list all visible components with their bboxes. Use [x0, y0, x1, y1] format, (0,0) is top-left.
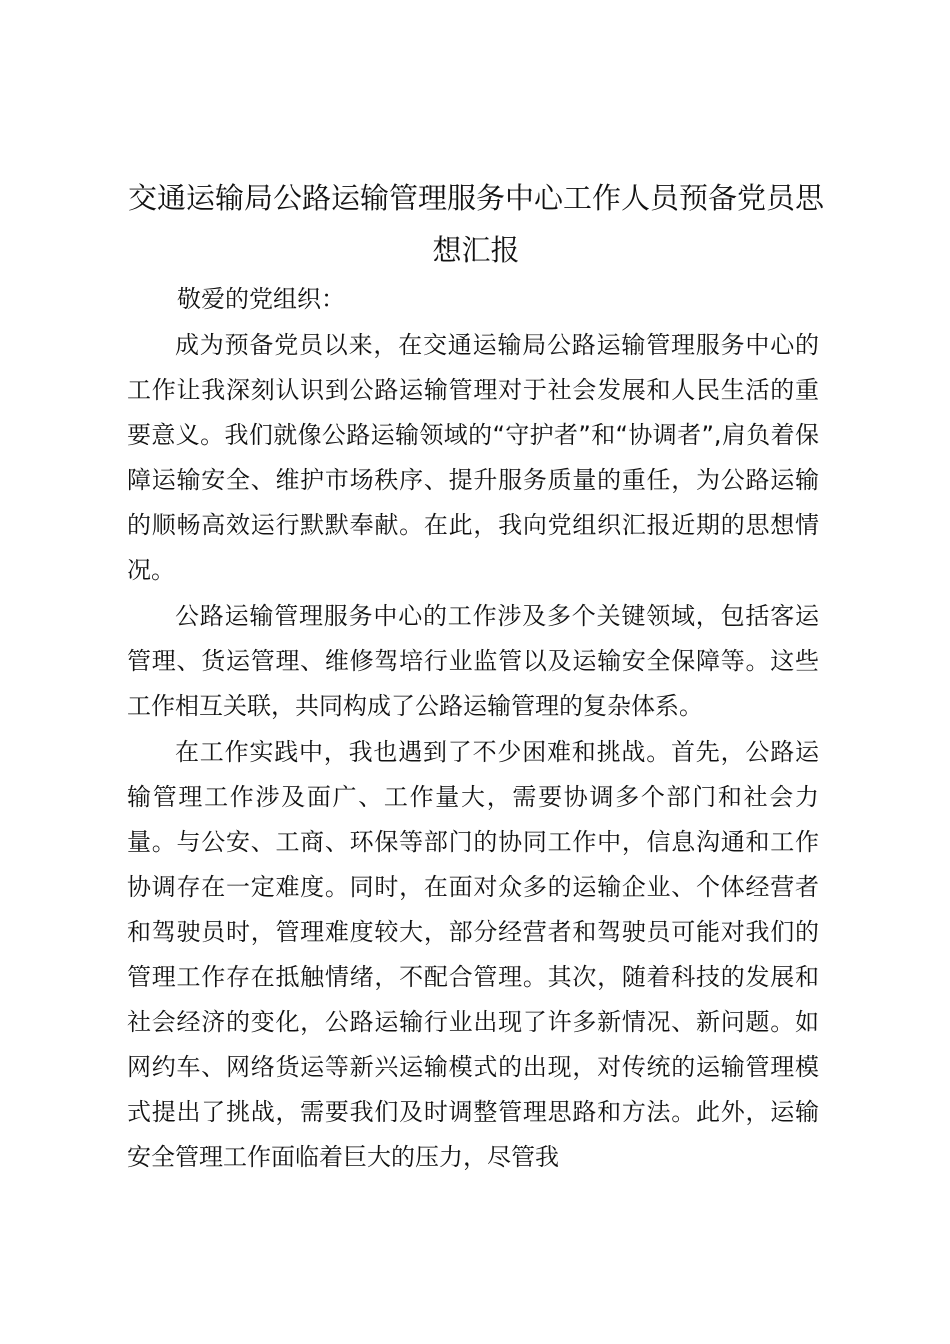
- salutation: 敬爱的党组织：: [177, 285, 345, 313]
- paragraph-3: 在工作实践中，我也遇到了不少困难和挑战。首先，公路运输管理工作涉及面广、工作量大，需要协调多个部门和社会力量。与公安、工商、环保等部门的协同工作中，信息沟通和工作协调存在一定难度。同时，在面对众多的运输企业、个体经营者和驾驶员时，管理难度较大，部分经营者和驾驶员可能对我们的管理工作存在抵触情绪，不配合管理。其次，随着科技的发展和社会经济的变化，公路运输行业出现了许多新情况、新问题。如网约车、网络货运等新兴运输模式的出现，对传统的运输管理模式提出了挑战，需要我们及时调整管理思路和方法。此外，运输安全管理工作面临着巨大的压力，尽管我: [127, 738, 819, 1171]
- document-body: [127, 277, 819, 1181]
- paragraph-1: 成为预备党员以来，在交通运输局公路运输管理服务中心的工作让我深刻认识到公路运输管理对于社会发展和人民生活的重要意义。我们就像公路运输领域的“守护者”和“协调者”,肩负着保障运输安全、维护市场秩序、提升服务质量的重任，为公路运输的顺畅高效运行默默奉献。在此，我向党组织汇报近期的思想情况。: [127, 331, 819, 584]
- paragraph-2: 公路运输管理服务中心的工作涉及多个关键领域，包括客运管理、货运管理、维修驾培行业监管以及运输安全保障等。这些工作相互关联，共同构成了公路运输管理的复杂体系。: [127, 602, 819, 720]
- document-title: 交通运输局公路运输管理服务中心工作人员预备党员思想汇报: [127, 181, 824, 267]
